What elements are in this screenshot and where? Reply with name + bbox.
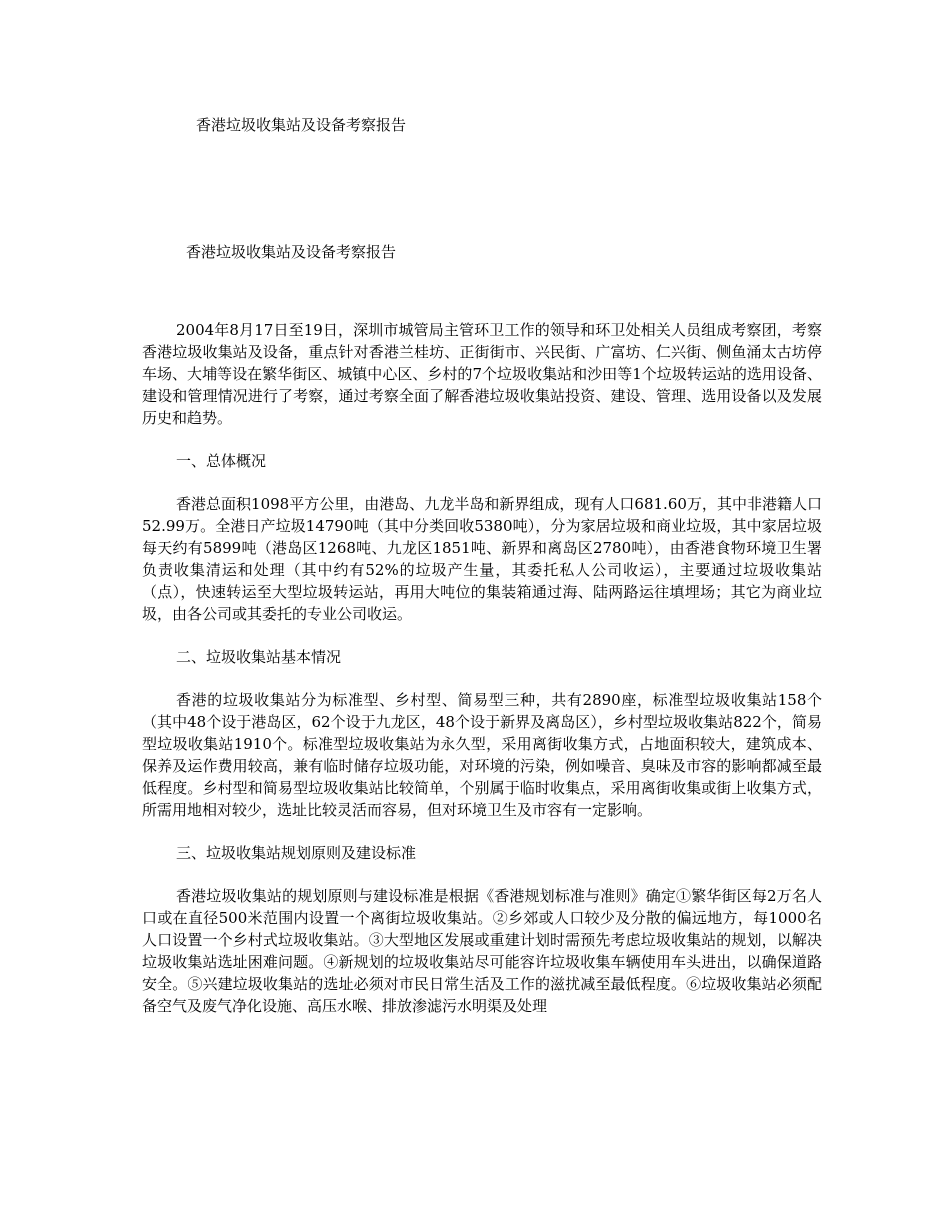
header-title: 香港垃圾收集站及设备考察报告 [196,116,407,134]
intro-paragraph: 2004年8月17日至19日，深圳市城管局主管环卫工作的领导和环卫处相关人员组成考察团，考察香港垃圾收集站及设备，重点针对香港兰桂坊、正街街市、兴民街、广富坊、仁兴街、侧鱼涌太古坊停车场、大埔等设在繁华街区、城镇中心区、乡村的7个垃圾收集站和沙田等1个垃圾转运站的选用设备、建设和管理情况进行了考察，通过考察全面了解香港垃圾收集站投资、建设、管理、选用设备以及发展历史和趋势。 [142,321,822,427]
section-heading-standards: 三、垃圾收集站规划原则及建设标准 [176,844,417,862]
section-heading-stations: 二、垃圾收集站基本情况 [176,648,342,666]
section-body-stations: 香港的垃圾收集站分为标准型、乡村型、简易型三种，共有2890座，标准型垃圾收集站158个（其中48个设于港岛区，62个设于九龙区，48个设于新界及离岛区），乡村型垃圾收集站822个，简易型垃圾收集站1910个。标准型垃圾收集站为永久型，采用离街收集方式，占地面积较大，建筑成本、保养及运作费用较高，兼有临时储存垃圾功能，对环境的污染，例如噪音、臭味及市容的影响都减至最低程度。乡村型和简易型垃圾收集站比较简单，个别属于临时收集点，采用离街收集或街上收集方式，所需用地相对较少，选址比较灵活而容易，但对环境卫生及市容有一定影响。 [142,691,822,819]
section-body-overview: 香港总面积1098平方公里，由港岛、九龙半岛和新界组成，现有人口681.60万，其中非港籍人口52.99万。全港日产垃圾14790吨（其中分类回收5380吨），分为家居垃圾和商业垃圾，其中家居垃圾每天约有5899吨（港岛区1268吨、九龙区1851吨、新界和离岛区2780吨），由香港食物环境卫生署负责收集清运和处理（其中约有52%的垃圾产生量，其委托私人公司收运），主要通过垃圾收集站（点），快速转运至大型垃圾转运站，再用大吨位的集装箱通过海、陆两路运往填埋场；其它为商业垃圾，由各公司或其委托的专业公司收运。 [142,495,822,623]
section-heading-overview: 一、总体概况 [176,452,267,470]
document-title: 香港垃圾收集站及设备考察报告 [186,243,397,261]
section-body-standards: 香港垃圾收集站的规划原则与建设标准是根据《香港规划标准与准则》确定①繁华街区每2万名人口或在直径500米范围内设置一个离街垃圾收集站。②乡郊或人口较少及分散的偏远地方，每1000名人口设置一个乡村式垃圾收集站。③大型地区发展或重建计划时需预先考虑垃圾收集站的规划，以解决垃圾收集站选址困难问题。④新规划的垃圾收集站尽可能容许垃圾收集车辆使用车头进出，以确保道路安全。⑤兴建垃圾收集站的选址必须对市民日常生活及工作的滋扰减至最低程度。⑥垃圾收集站必须配备空气及废气净化设施、高压水喉、排放渗滤污水明渠及处理 [142,887,822,1015]
document-body [142,319,822,1038]
